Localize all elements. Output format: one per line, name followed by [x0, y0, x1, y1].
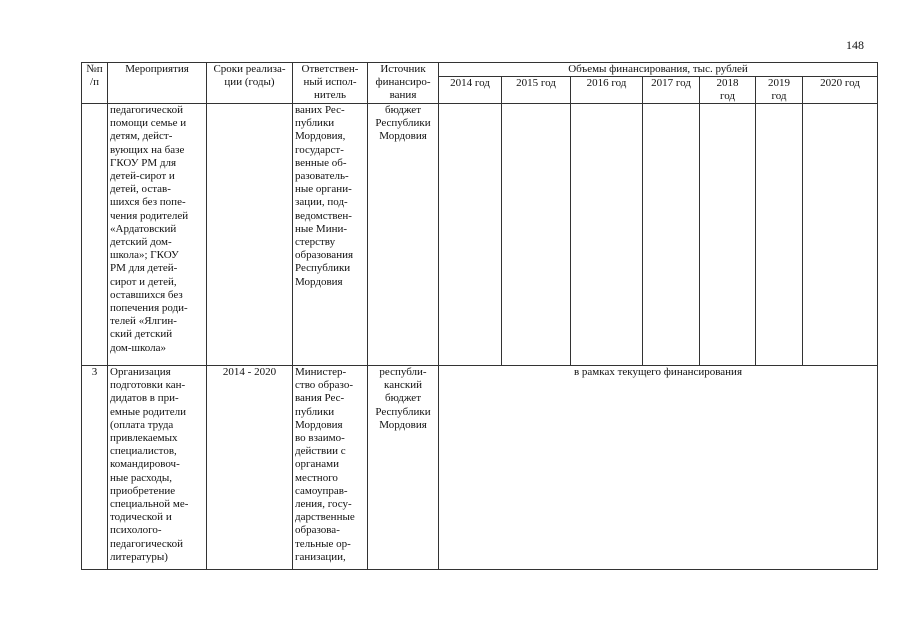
header-year-2017: 2017 год: [643, 77, 700, 104]
row-number: 3: [82, 366, 108, 570]
header-row-top: [82, 63, 878, 77]
page-number: 148: [846, 38, 864, 52]
header-year-2018: 2018 год: [700, 77, 756, 104]
row-number: [82, 104, 108, 366]
row-period: [207, 104, 293, 366]
header-funding-volumes: Объемы финансирования, тыс. рублей: [439, 63, 878, 77]
header-year-2016: 2016 год: [571, 77, 643, 104]
header-number: №п /п: [82, 63, 108, 104]
header-period: Сроки реализа- ции (годы): [207, 63, 293, 104]
row-value-2017: [643, 104, 700, 366]
row-measure: Организация подготовки кан- дидатов в при- емные родители (оплата труда привлекаемых специалистов, командировоч- ные расходы, приобретение специальной ме- тодической и психолого- педагогической литературы): [108, 366, 207, 570]
header-year-2014: 2014 год: [439, 77, 502, 104]
header-measures: Мероприятия: [108, 63, 207, 104]
row-measure: педагогической помощи семье и детям, дейст- вующих на базе ГКОУ РМ для детей-сирот и детей, остав- шихся без попе- чения родителей «Ардатовский детский дом- школа»; ГКОУ РМ для детей- сирот и детей, оставшихся без попечения роди- телей «Ялгин- ский детский дом-школа»: [108, 104, 207, 366]
header-year-2015: 2015 год: [502, 77, 571, 104]
header-responsible: Ответствен- ный испол- нитель: [293, 63, 368, 104]
row-responsible: ваних Рес- публики Мордовия, государст- венные об- разователь- ные органи- зации, под- ведомствен- ные Мини- стерству образования Республики Мордовия: [293, 104, 368, 366]
table-row: [82, 104, 878, 366]
row-value-2020: [803, 104, 878, 366]
header-year-2019: 2019 год: [756, 77, 803, 104]
row-value-2016: [571, 104, 643, 366]
program-measures-table: [81, 62, 878, 570]
table-row: [82, 366, 878, 570]
row-value-2019: [756, 104, 803, 366]
row-source: бюджет Республики Мордовия: [368, 104, 439, 366]
header-funding-source: Источник финансиро- вания: [368, 63, 439, 104]
row-source: республи- канский бюджет Республики Мордовия: [368, 366, 439, 570]
row-responsible: Министер- ство образо- вания Рес- публики Мордовия во взаимо- действии с органами местного самоуправ- ления, госу- дарственные образова- тельные ор- ганизации,: [293, 366, 368, 570]
row-value-2015: [502, 104, 571, 366]
row-value-2014: [439, 104, 502, 366]
row-funding-note: в рамках текущего финансирования: [439, 366, 878, 570]
row-value-2018: [700, 104, 756, 366]
row-period: 2014 - 2020: [207, 366, 293, 570]
header-year-2020: 2020 год: [803, 77, 878, 104]
